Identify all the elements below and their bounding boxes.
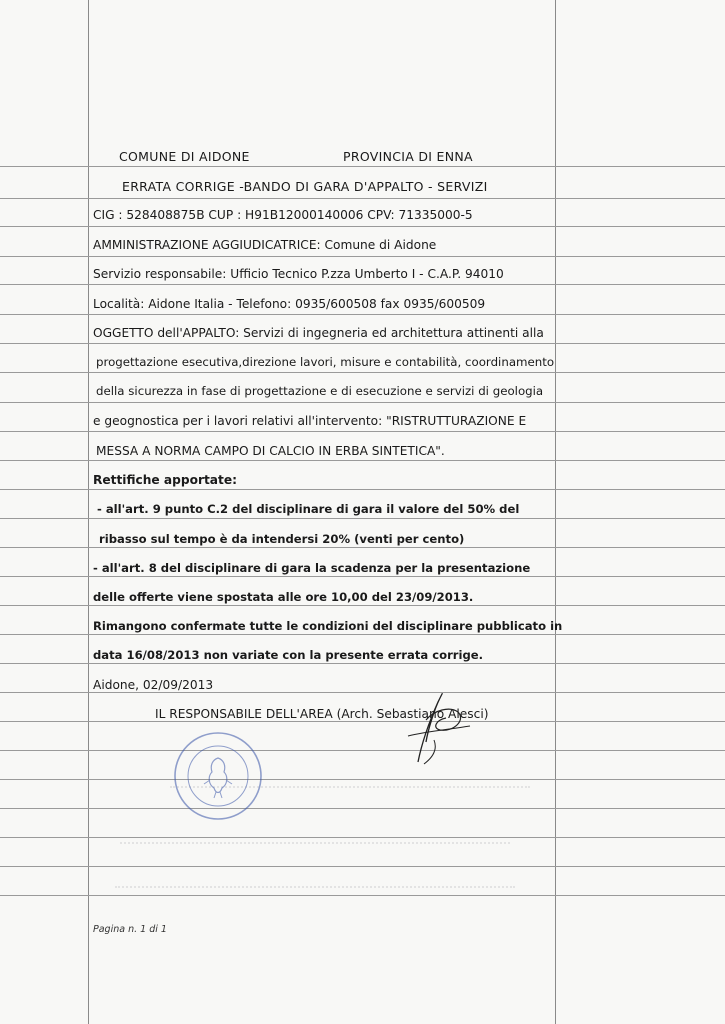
ruled-line [0,576,725,577]
margin-line-left [88,0,89,1024]
rettifica-line: - all'art. 9 punto C.2 del disciplinare di gara il valore del 50% del [97,502,520,516]
administration-line: AMMINISTRAZIONE AGGIUDICATRICE: Comune di Aidone [93,238,437,252]
rettifica-line: data 16/08/2013 non variate con la presente errata corrige. [93,648,484,662]
header-provincia: PROVINCIA DI ENNA [343,149,473,164]
object-line: progettazione esecutiva,direzione lavori, misure e contabilità, coordinamento [96,355,555,369]
rettifica-line: - all'art. 8 del disciplinare di gara la scadenza per la presentazione [93,561,531,575]
ruled-line [0,314,725,315]
object-line: OGGETTO dell'APPALTO: Servizi di ingegneria ed architettura attinenti alla [93,326,544,340]
official-stamp-seal [172,730,264,822]
ruled-line [0,634,725,635]
ruled-line [0,198,725,199]
document-title: ERRATA CORRIGE -BANDO DI GARA D'APPALTO - SERVIZI [122,179,488,194]
ruled-line [0,692,725,693]
ruled-line [0,605,725,606]
object-line: della sicurezza in fase di progettazione e di esecuzione e servizi di geologia [96,384,544,398]
signature-image [378,680,488,770]
ruled-line [0,779,725,780]
bleed-through-texture [115,886,515,898]
object-line: MESSA A NORMA CAMPO DI CALCIO IN ERBA SINTETICA". [96,444,445,458]
service-line: Servizio responsabile: Ufficio Tecnico P.zza Umberto I - C.A.P. 94010 [93,267,504,281]
ruled-line [0,547,725,548]
ruled-line [0,518,725,519]
place-date: Aidone, 02/09/2013 [93,678,214,692]
ruled-line [0,808,725,809]
ruled-line [0,663,725,664]
signatory: IL RESPONSABILE DELL'AREA (Arch. Sebastiano Alesci) [155,707,489,721]
bleed-through-texture [120,842,510,854]
page-number: Pagina n. 1 di 1 [93,924,167,935]
ruled-line [0,750,725,751]
object-line: e geognostica per i lavori relativi all'intervento: "RISTRUTTURAZIONE E [93,414,527,428]
ruled-line [0,489,725,490]
ruled-line [0,866,725,867]
ruled-line [0,460,725,461]
rettifica-line: ribasso sul tempo è da intendersi 20% (venti per cento) [99,532,465,546]
ruled-line [0,166,725,167]
rettifica-line: Rimangono confermate tutte le condizioni del disciplinare pubblicato in [93,619,563,633]
ruled-line [0,372,725,373]
ruled-line [0,837,725,838]
ruled-line [0,721,725,722]
margin-line-right [555,0,556,1024]
codes-line: CIG : 528408875B CUP : H91B12000140006 CPV: 71335000-5 [93,208,473,222]
ruled-line [0,226,725,227]
rettifica-line: delle offerte viene spostata alle ore 10,00 del 23/09/2013. [93,590,474,604]
location-line: Località: Aidone Italia - Telefono: 0935/600508 fax 0935/600509 [93,297,486,311]
ruled-line [0,256,725,257]
rettifiche-heading: Rettifiche apportate: [93,473,237,487]
ruled-line [0,343,725,344]
header-comune: COMUNE DI AIDONE [119,149,250,164]
ruled-line [0,431,725,432]
ruled-line [0,402,725,403]
ruled-line [0,284,725,285]
